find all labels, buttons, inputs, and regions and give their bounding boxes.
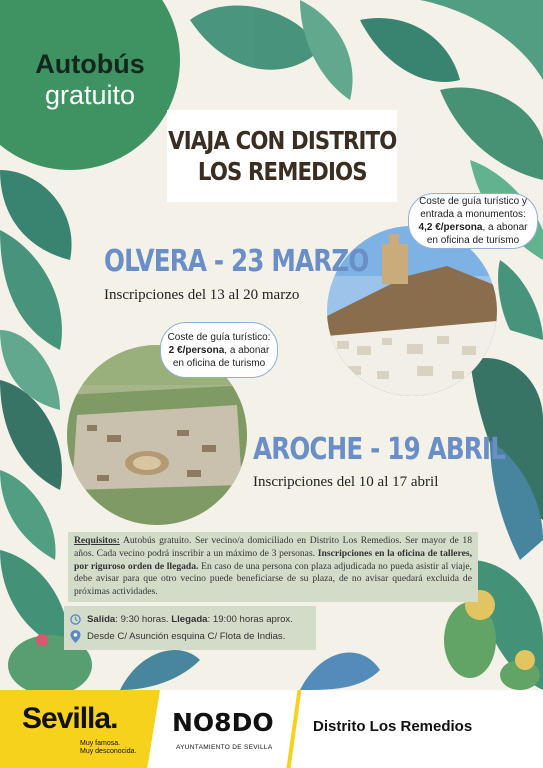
requirements-bold: Inscripciones en la oficina de talleres, por riguroso orden de llegada. (74, 547, 472, 572)
olvera-cost-bubble (408, 193, 538, 249)
bubble1-line2: entrada a monumentos: (420, 209, 526, 220)
requirements-text2: En caso de una persona con plaza adjudicada no pueda asistir al viaje, debe avisar para que otro vecino puede beneficiarse de su plaza, de no avisar quedará excluida de próximas actividades. (74, 560, 472, 598)
title-line1: VIAJA CON DISTRITO (167, 126, 397, 155)
ayuntamiento-label: AYUNTAMIENTO DE SEVILLA (176, 744, 273, 751)
salida-label: Salida (87, 614, 116, 625)
footer (0, 690, 543, 768)
requirements-text1: Autobús gratuito. Ser vecino/a domiciliado en Distrito Los Remedios. Ser mayor de 18 años. Cada vecino podrá inscribir a un máximo de 3 personas. (74, 535, 472, 559)
aroche-cost-bubble (160, 322, 278, 378)
aroche-title: AROCHE - 19 ABRIL (253, 432, 506, 467)
bubble2-line1: Coste de guía turístico: (167, 331, 271, 343)
tagline-1: Muy famosa. (80, 740, 121, 747)
nodo-logo: NO8DO (172, 708, 274, 737)
distrito-label: Distrito Los Remedios (313, 718, 473, 735)
sevilla-logo: Sevilla. (22, 702, 118, 735)
schedule-time-row (70, 611, 310, 628)
tagline-2: Muy desconocida. (80, 748, 137, 755)
olvera-title: OLVERA - 23 MARZO (104, 244, 369, 279)
clock-icon (70, 614, 81, 625)
location-pin-icon (70, 630, 81, 643)
bubble1-line1: Coste de guía turístico y (419, 196, 527, 207)
bubble1-price: 4,2 €/persona (418, 222, 483, 233)
llegada-label: Llegada (171, 614, 208, 625)
main-title-box (167, 110, 397, 202)
bubble2-line2: , a abonar (224, 344, 270, 356)
llegada-value: : 19:00 horas aprox. (207, 614, 293, 625)
sevilla-tagline (80, 740, 136, 756)
title-line2: LOS REMEDIOS (197, 157, 367, 186)
schedule-panel (64, 606, 316, 650)
bubble1-line3: , a abonar (482, 222, 528, 233)
bubble2-line3: en oficina de turismo (172, 357, 266, 369)
bubble2-price: 2 €/persona (168, 344, 225, 356)
requirements-label: Requisitos: (74, 535, 120, 546)
location-text: Desde C/ Asunción esquina C/ Flota de Indias. (87, 631, 286, 642)
badge-line2: gratuito (44, 80, 136, 110)
footer-divider (287, 690, 302, 768)
aroche-subtitle: Inscripciones del 10 al 17 abril (253, 474, 439, 490)
requirements-panel (68, 532, 478, 602)
salida-value: : 9:30 horas. (115, 614, 172, 625)
badge-line1: Autobús (35, 49, 145, 79)
bubble1-line4: en oficina de turismo (426, 235, 520, 246)
olvera-subtitle: Inscripciones del 13 al 20 marzo (104, 287, 300, 303)
schedule-location-row (70, 628, 310, 645)
